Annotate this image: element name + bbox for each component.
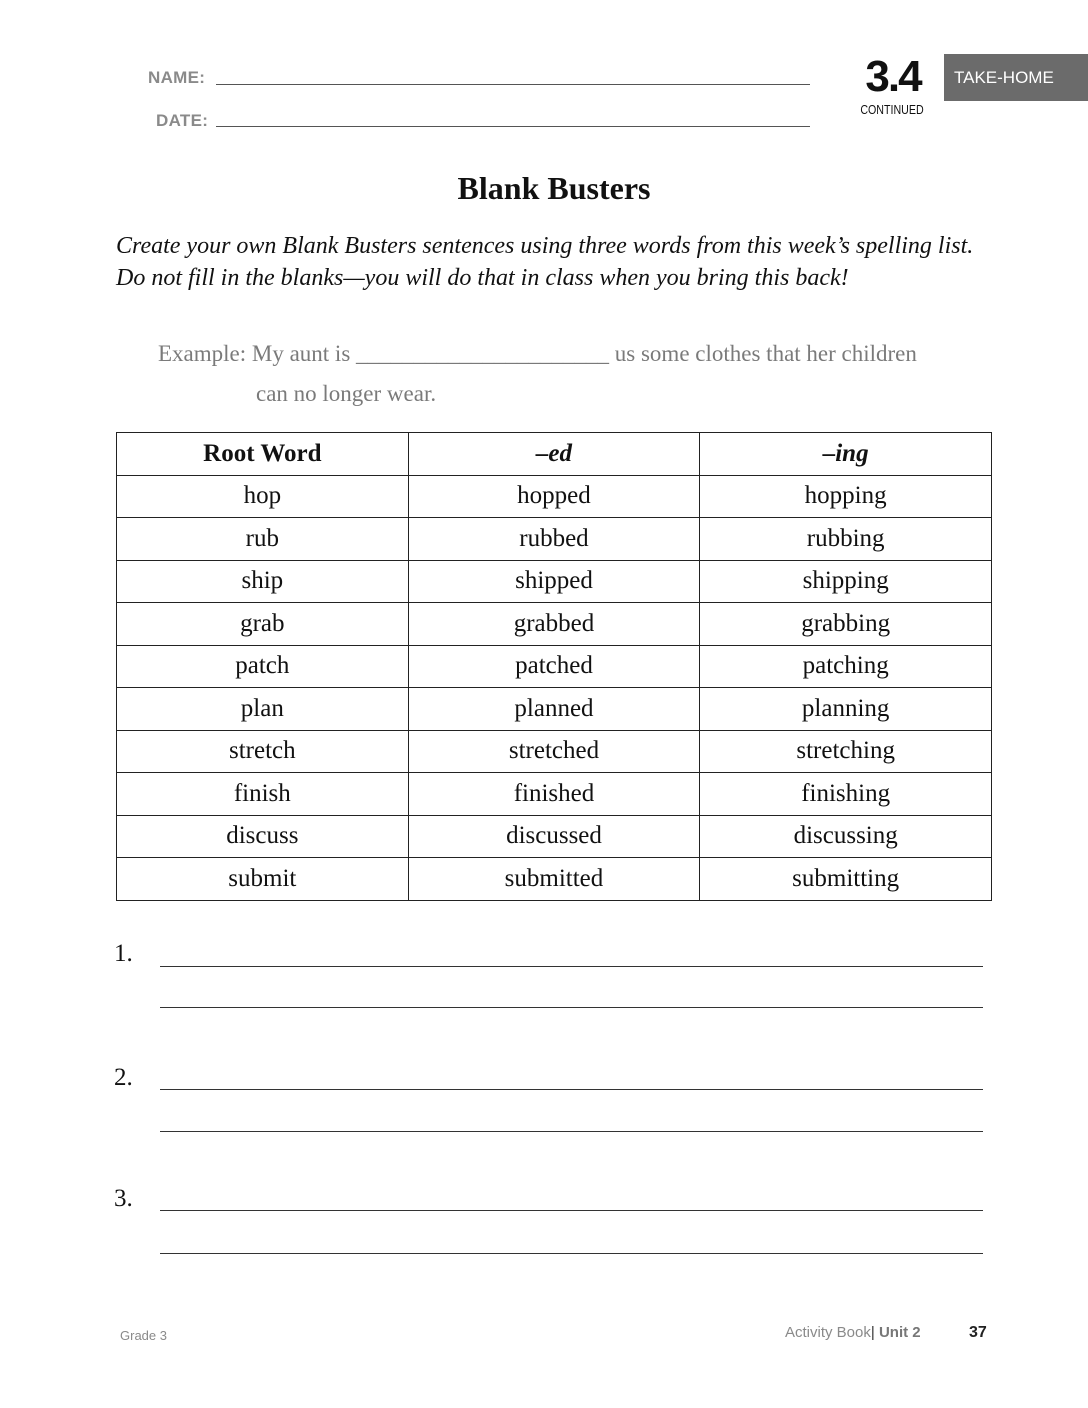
table-row	[117, 645, 992, 688]
ing-cell: grabbing	[700, 603, 992, 646]
root-word-cell: stretch	[117, 730, 409, 773]
header-ing: –ing	[700, 433, 992, 476]
ed-cell: rubbed	[408, 518, 700, 561]
name-line[interactable]	[216, 84, 810, 85]
sentence-1-line-2[interactable]	[160, 1007, 983, 1008]
ed-cell: submitted	[408, 858, 700, 901]
ing-cell: patching	[700, 645, 992, 688]
date-label: DATE:	[156, 111, 209, 130]
root-word-cell: patch	[117, 645, 409, 688]
sentence-2-line-2[interactable]	[160, 1131, 983, 1132]
ing-cell: hopping	[700, 475, 992, 518]
root-word-cell: plan	[117, 688, 409, 731]
root-word-cell: finish	[117, 773, 409, 816]
name-label: NAME:	[148, 68, 206, 87]
continued-label: CONTINUED	[860, 102, 924, 117]
sentence-2-line-1[interactable]	[160, 1089, 983, 1090]
ing-cell: submitting	[700, 858, 992, 901]
table-row	[117, 773, 992, 816]
table-row	[117, 518, 992, 561]
header-root-word: Root Word	[117, 433, 409, 476]
root-word-cell: hop	[117, 475, 409, 518]
footer-book	[785, 1324, 921, 1341]
table-row	[117, 815, 992, 858]
ed-cell: planned	[408, 688, 700, 731]
ed-cell: stretched	[408, 730, 700, 773]
instructions: Create your own Blank Busters sentences using three words from this week’s spelling list. Do not fill in the blanks—you will do that in class when you bring this back!	[116, 233, 974, 291]
table-row	[117, 560, 992, 603]
footer-unit: Unit 2	[878, 1324, 921, 1341]
example-line-2: can no longer wear.	[256, 381, 437, 406]
root-word-cell: ship	[117, 560, 409, 603]
root-word-cell: rub	[117, 518, 409, 561]
ed-cell: grabbed	[408, 603, 700, 646]
header-ed: –ed	[408, 433, 700, 476]
spelling-table	[116, 432, 992, 901]
root-word-cell: grab	[117, 603, 409, 646]
page-number: 37	[969, 1324, 987, 1341]
ing-cell: rubbing	[700, 518, 992, 561]
ing-cell: discussing	[700, 815, 992, 858]
footer-grade: Grade 3	[120, 1328, 167, 1343]
sentence-1-line-1[interactable]	[160, 966, 983, 967]
table-row	[117, 475, 992, 518]
footer-separator: |	[870, 1324, 875, 1341]
ing-cell: stretching	[700, 730, 992, 773]
sentence-number-3: 3.	[114, 1185, 133, 1212]
ed-cell: discussed	[408, 815, 700, 858]
lesson-number: 3.4	[865, 52, 921, 101]
table-row	[117, 730, 992, 773]
example	[158, 334, 998, 414]
ing-cell: shipping	[700, 560, 992, 603]
date-line[interactable]	[216, 126, 810, 127]
table-row	[117, 603, 992, 646]
table-row	[117, 688, 992, 731]
ed-cell: hopped	[408, 475, 700, 518]
root-word-cell: discuss	[117, 815, 409, 858]
sentence-number-2: 2.	[114, 1064, 133, 1091]
table-header-row	[117, 433, 992, 476]
take-home-tag: TAKE-HOME	[944, 54, 1088, 101]
ing-cell: finishing	[700, 773, 992, 816]
ed-cell: patched	[408, 645, 700, 688]
root-word-cell: submit	[117, 858, 409, 901]
ed-cell: finished	[408, 773, 700, 816]
example-line-1: Example: My aunt is ______________________ us some clothes that her children	[158, 341, 917, 366]
footer-book-title: Activity Book	[785, 1324, 871, 1341]
ed-cell: shipped	[408, 560, 700, 603]
sentence-number-1: 1.	[114, 940, 133, 967]
page-title: Blank Busters	[457, 170, 651, 206]
table-row	[117, 858, 992, 901]
ing-cell: planning	[700, 688, 992, 731]
sentence-3-line-1[interactable]	[160, 1210, 983, 1211]
sentence-3-line-2[interactable]	[160, 1253, 983, 1254]
